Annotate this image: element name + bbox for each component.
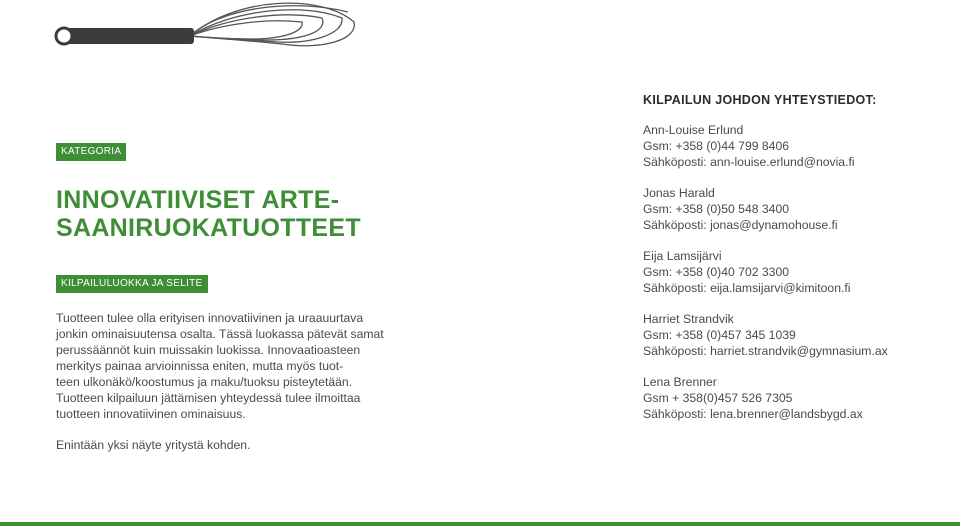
contact-card <box>643 311 943 359</box>
contact-email: Sähköposti: lena.brenner@landsbygd.ax <box>643 407 863 421</box>
body-line: perussäännöt kuin muissakin luokissa. Innovaatioasteen <box>56 343 361 357</box>
contact-name: Jonas Harald <box>643 186 715 200</box>
contact-phone: Gsm: +358 (0)44 799 8406 <box>643 139 790 153</box>
contact-name: Ann-Louise Erlund <box>643 123 744 137</box>
contact-card <box>643 374 943 422</box>
title-line-1: INNOVATIIVISET ARTE- <box>56 186 340 214</box>
body-line: teen ulkonäkö/koostumus ja maku/tuoksu pisteytetään. <box>56 375 353 389</box>
body-line: Tuotteen kilpailuun jättämisen yhteydessä tulee ilmoittaa <box>56 391 361 405</box>
contact-phone: Gsm: +358 (0)457 345 1039 <box>643 328 796 342</box>
bottom-accent-bar <box>0 522 960 526</box>
body-line: Tuotteen tulee olla erityisen innovatiivinen ja uraauurtava <box>56 311 364 325</box>
contact-email: Sähköposti: jonas@dynamohouse.fi <box>643 218 838 232</box>
category-tag: KATEGORIA <box>56 143 126 161</box>
contact-phone: Gsm: +358 (0)50 548 3400 <box>643 202 790 216</box>
contacts-heading: KILPAILUN JOHDON YHTEYSTIEDOT: <box>643 93 877 107</box>
contact-card <box>643 185 943 233</box>
contact-name: Lena Brenner <box>643 375 717 389</box>
contacts-section <box>643 93 943 422</box>
contact-card <box>643 122 943 170</box>
body-line: jonkin ominaisuutensa osalta. Tässä luokassa pätevät samat <box>56 327 384 341</box>
title-line-2: SAANIRUOKATUOTTEET <box>56 214 361 242</box>
contact-phone: Gsm: +358 (0)40 702 3300 <box>643 265 790 279</box>
contact-card <box>643 248 943 296</box>
contact-email: Sähköposti: eija.lamsijarvi@kimitoon.fi <box>643 281 851 295</box>
category-section <box>56 141 396 453</box>
body-line: merkitys painaa arvioinnissa eniten, mutta myös tuot- <box>56 359 344 373</box>
contact-phone: Gsm + 358(0)457 526 7305 <box>643 391 793 405</box>
whisk-icon <box>52 0 362 52</box>
contact-email: Sähköposti: harriet.strandvik@gymnasium.ax <box>643 344 888 358</box>
body-line: tuotteen innovatiivinen ominaisuus. <box>56 407 246 421</box>
description-tag: KILPAILULUOKKA JA SELITE <box>56 275 208 293</box>
contact-name: Eija Lamsijärvi <box>643 249 722 263</box>
contact-email: Sähköposti: ann-louise.erlund@novia.fi <box>643 155 855 169</box>
description-text <box>56 310 396 453</box>
page-title <box>56 186 396 242</box>
sample-limit-note: Enintään yksi näyte yritystä kohden. <box>56 438 251 452</box>
contact-name: Harriet Strandvik <box>643 312 734 326</box>
